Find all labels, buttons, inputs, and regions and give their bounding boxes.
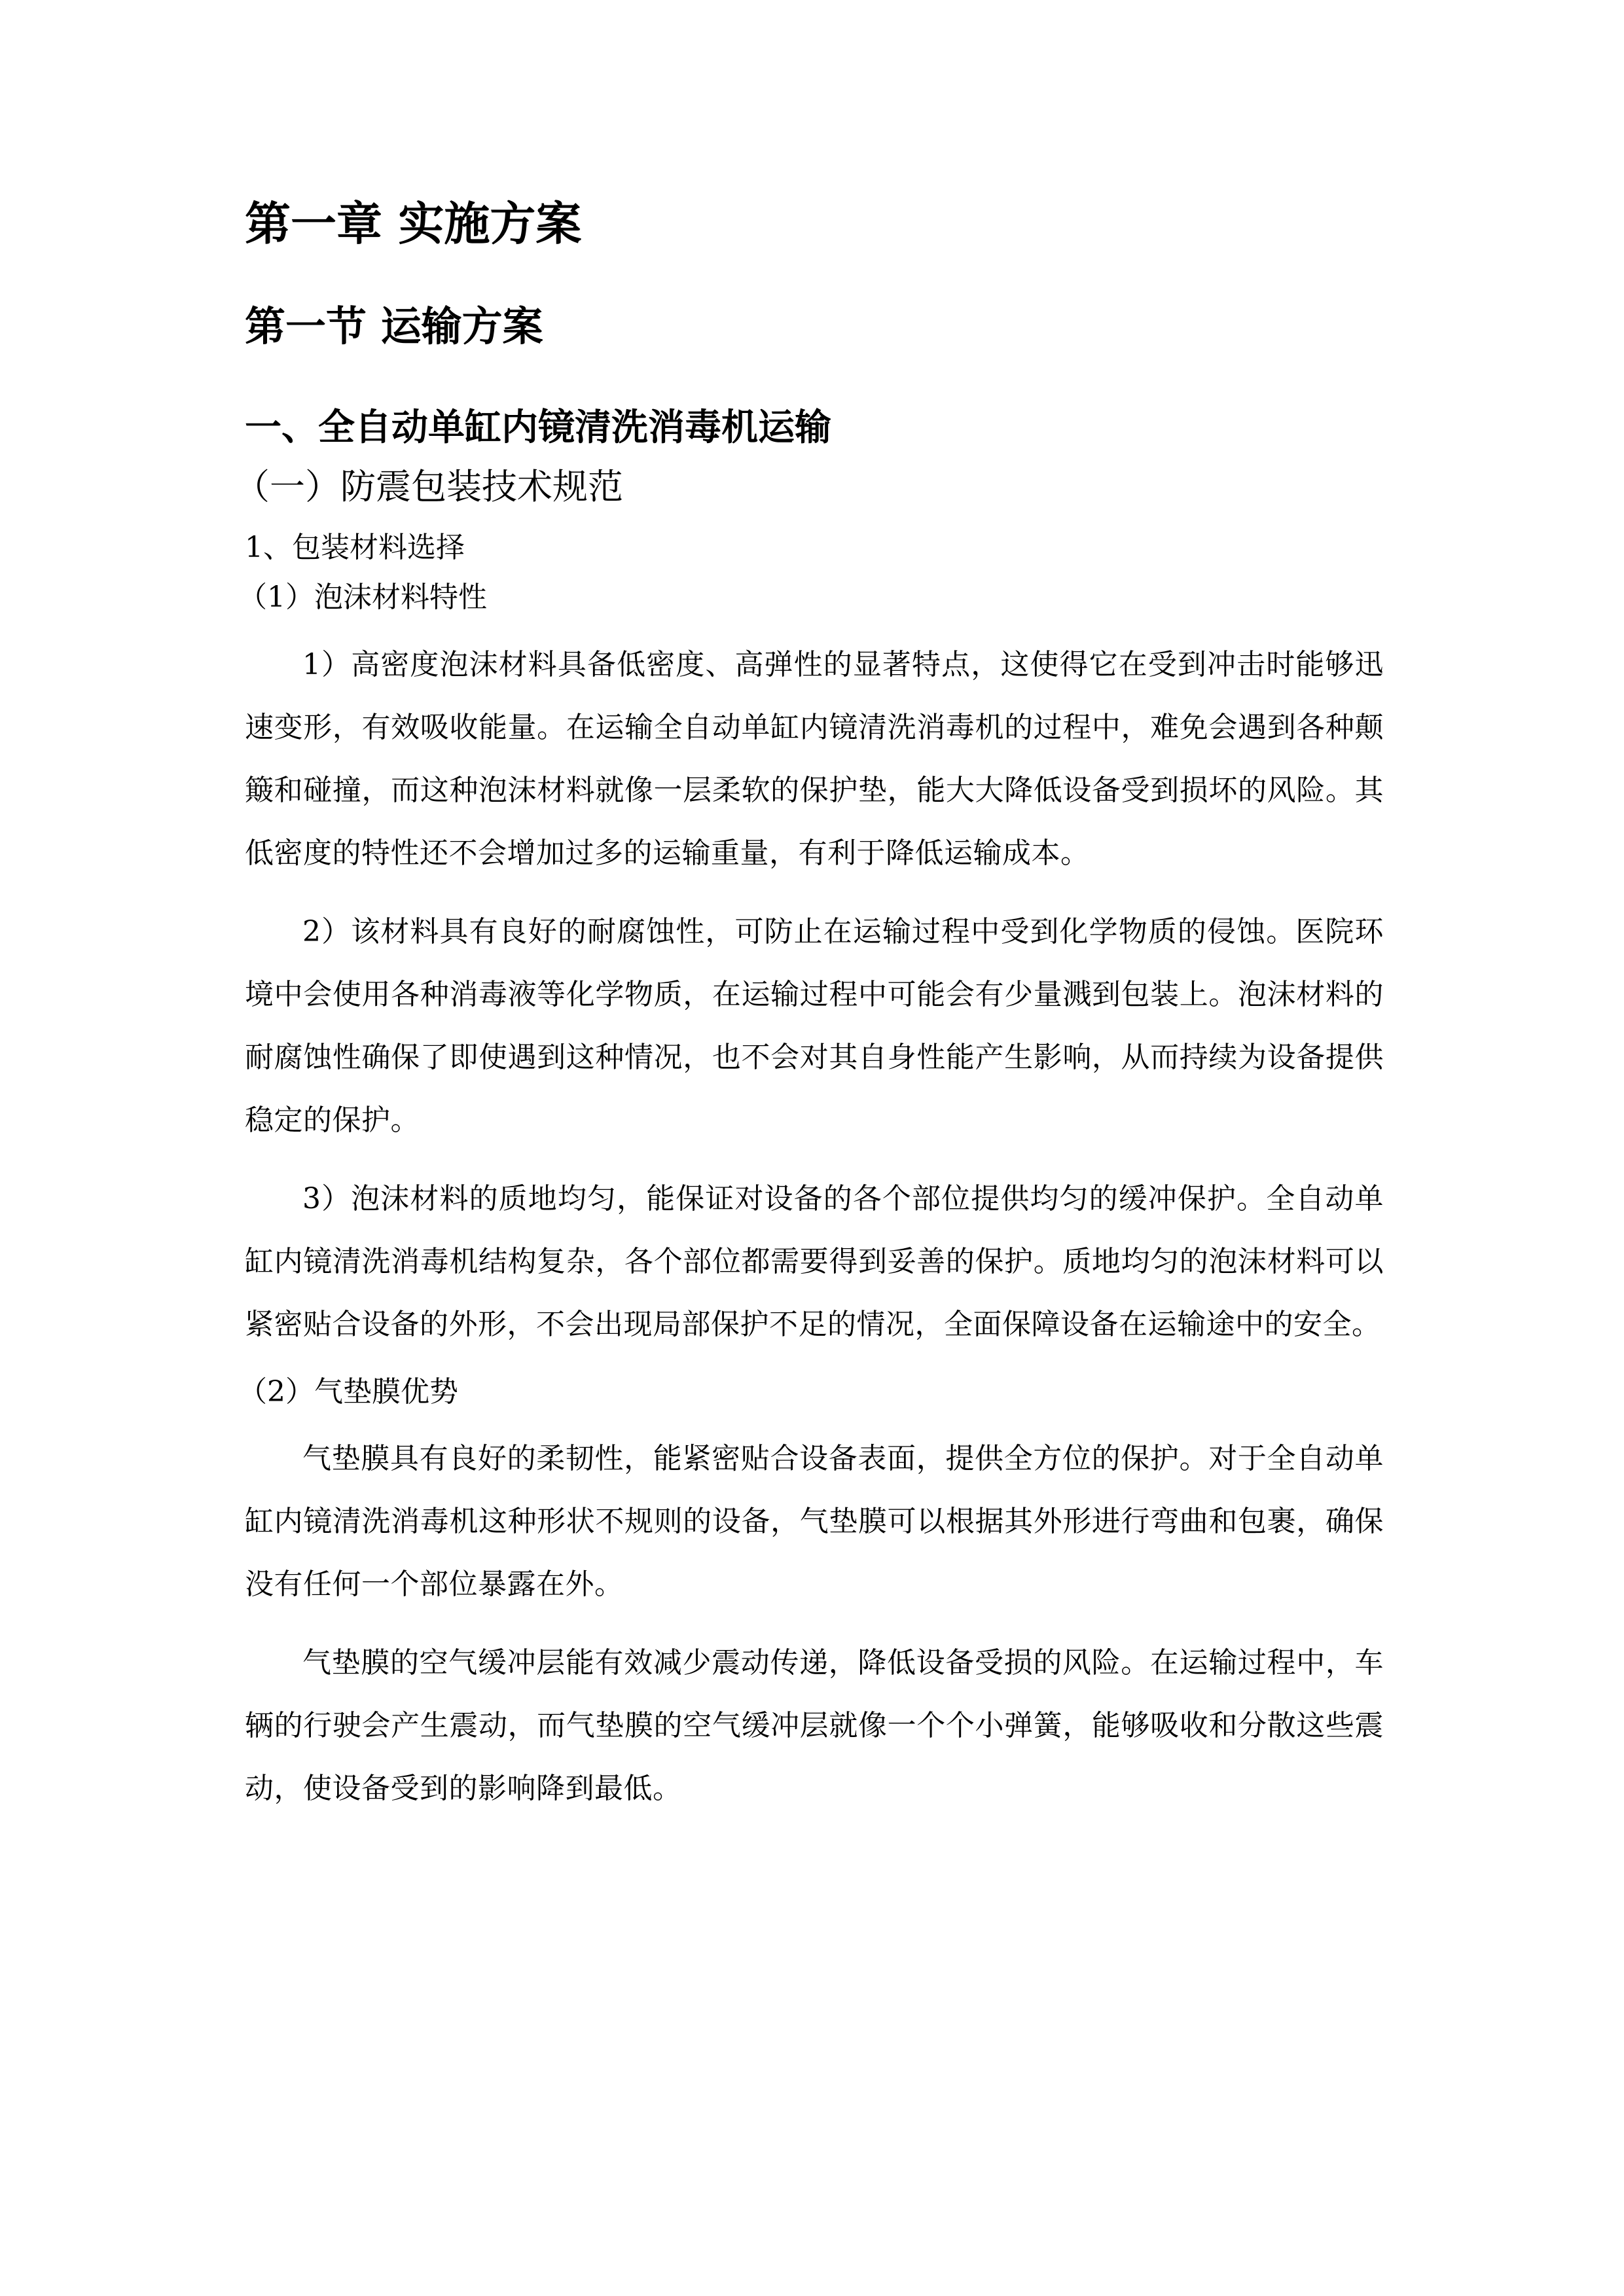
sub-sub-title: （一）防震包装技术规范 (234, 465, 623, 507)
paragraph-foam-2: 2）该材料具有良好的耐腐蚀性，可防止在运输过程中受到化学物质的侵蚀。医院环境中会使用各种消毒液等化学物质，在运输过程中可能会有少量溅到包装上。泡沫材料的耐腐蚀性确保了即使遇到这种情况，也不会对其自身性能产生影响，从而持续为设备提供稳定的保护。 (245, 914, 1384, 1137)
heading-packaging-materials: 1、包装材料选择 (245, 531, 465, 565)
paragraph-foam-1: 1）高密度泡沫材料具备低密度、高弹性的显著特点，这使得它在受到冲击时能够迅速变形，有效吸收能量。在运输全自动单缸内镜清洗消毒机的过程中，难免会遇到各种颠簸和碰撞，而这种泡沫材料就像一层柔软的保护垫，能大大降低设备受到损坏的风险。其低密度的特性还不会增加过多的运输重量，有利于降低运输成本。 (245, 647, 1384, 870)
document-content (234, 196, 1384, 1836)
subsection-title: 一、全自动单缸内镜清洗消毒机运输 (245, 406, 831, 450)
heading-air-cushion-advantages: （2）气垫膜优势 (238, 1374, 458, 1408)
chapter-title: 第一章 实施方案 (245, 197, 582, 251)
paragraph-foam-3: 3）泡沫材料的质地均匀，能保证对设备的各个部位提供均匀的缓冲保护。全自动单缸内镜清洗消毒机结构复杂，各个部位都需要得到妥善的保护。质地均匀的泡沫材料可以紧密贴合设备的外形，不会出现局部保护不足的情况，全面保障设备在运输途中的安全。 (245, 1181, 1384, 1341)
paragraph-air-cushion-1: 气垫膜具有良好的柔韧性，能紧密贴合设备表面，提供全方位的保护。对于全自动单缸内镜清洗消毒机这种形状不规则的设备，气垫膜可以根据其外形进行弯曲和包裹，确保没有任何一个部位暴露在外。 (245, 1442, 1384, 1602)
paragraph-air-cushion-2: 气垫膜的空气缓冲层能有效减少震动传递，降低设备受损的风险。在运输过程中，车辆的行驶会产生震动，而气垫膜的空气缓冲层就像一个个小弹簧，能够吸收和分散这些震动，使设备受到的影响降到最低。 (245, 1646, 1384, 1806)
section-title: 第一节 运输方案 (245, 302, 543, 350)
heading-foam-properties: （1）泡沫材料特性 (238, 580, 487, 614)
